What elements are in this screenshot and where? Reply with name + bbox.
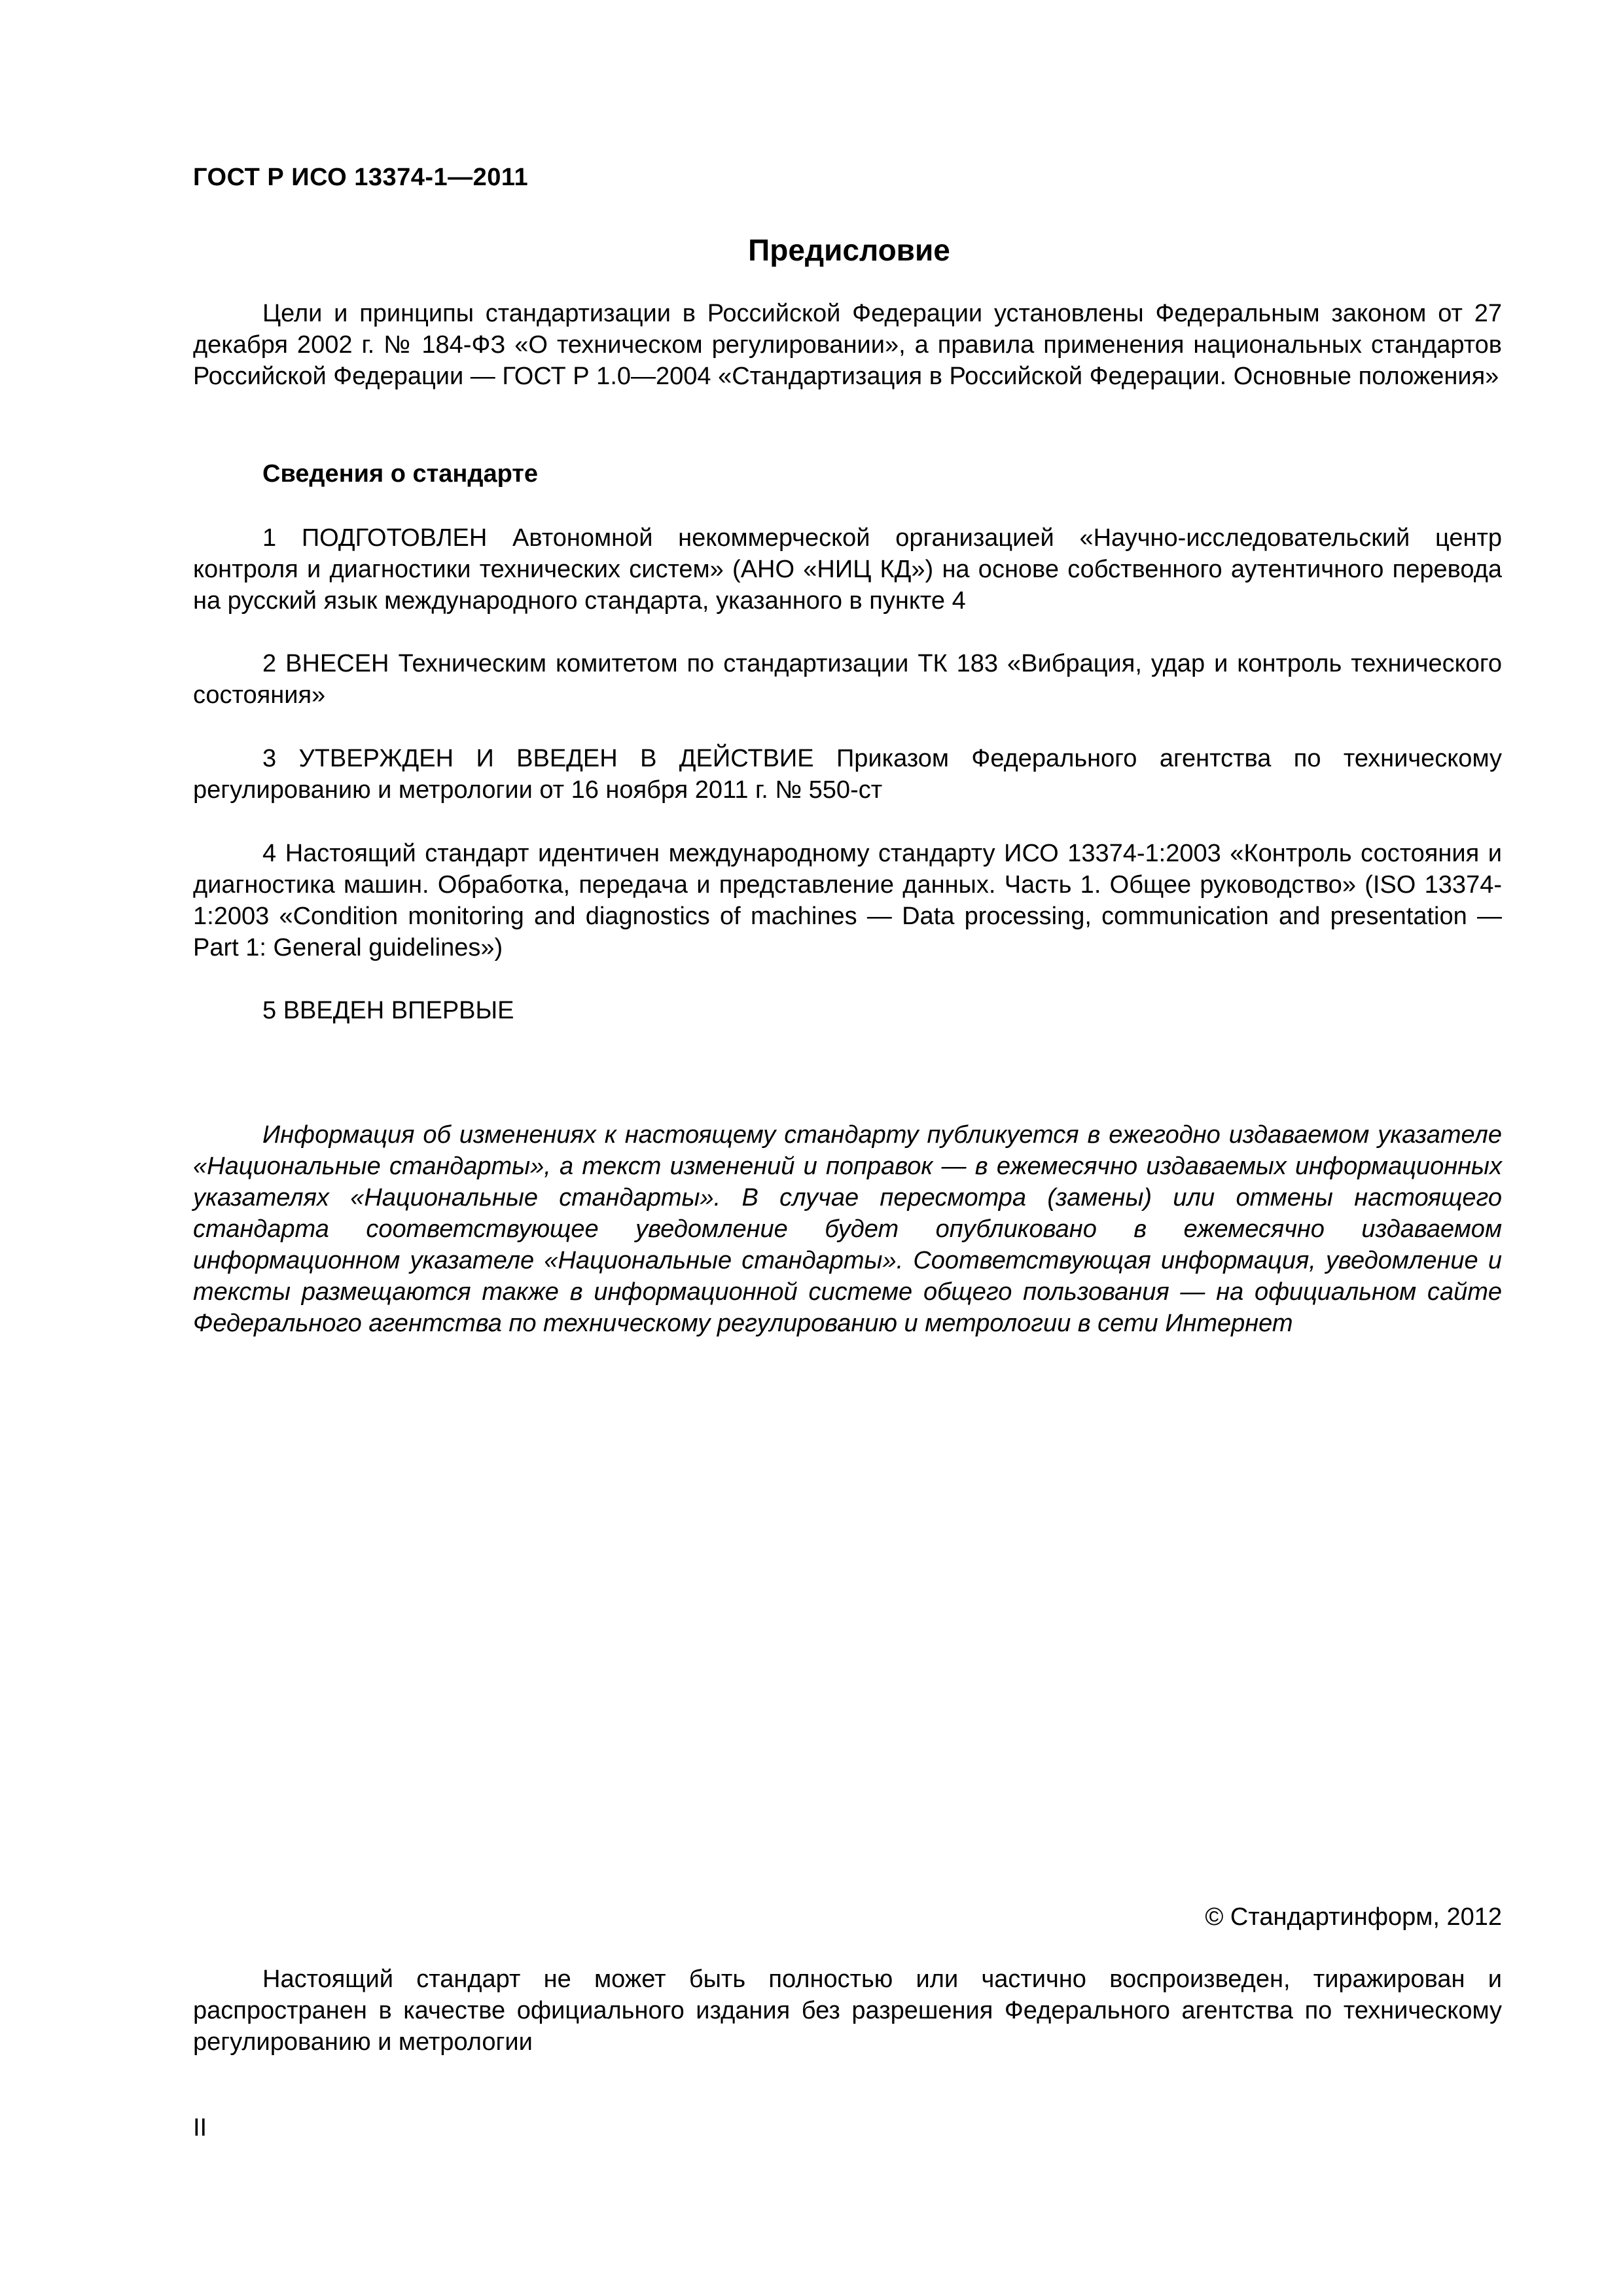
copyright-line: © Стандартинформ, 2012: [1205, 1903, 1502, 1931]
item-5-block: [193, 995, 1502, 1026]
item-2: 2 ВНЕСЕН Техническим комитетом по стандартизации ТК 183 «Вибрация, удар и контроль технического состояния»: [193, 650, 1502, 709]
item-4: 4 Настоящий стандарт идентичен международному стандарту ИСО 13374-1:2003 «Контроль состояния и диагностика машин. Обработка, передача и представление данных. Часть 1. Общее руководство» (ISO 13374-1:2003 «Condition monitoring and diagnostics of machines — Data processing, communication and presentation — Part 1: General guidelines»): [193, 840, 1502, 961]
document-code: ГОСТ Р ИСО 13374-1—2011: [193, 164, 529, 191]
item-5: 5 ВВЕДЕН ВПЕРВЫЕ: [262, 997, 514, 1024]
intro-paragraph: Цели и принципы стандартизации в Российской Федерации установлены Федеральным законом от 27 декабря 2002 г. № 184-ФЗ «О техническом регулировании», а правила применения национальных стандартов Российской Федерации — ГОСТ Р 1.0—2004 «Стандартизация в Российской Федерации. Основные положения»: [193, 300, 1502, 390]
item-3: 3 УТВЕРЖДЕН И ВВЕДЕН В ДЕЙСТВИЕ Приказом Федерального агентства по техническому регулированию и метрологии от 16 ноября 2011 г. № 550-ст: [193, 745, 1502, 804]
intro-paragraph-block: [193, 298, 1502, 392]
item-1-block: [193, 522, 1502, 617]
page-title: Предисловие: [748, 233, 950, 267]
item-1: 1 ПОДГОТОВЛЕН Автономной некоммерческой организацией «Научно-исследовательский центр контроля и диагностики технических систем» (АНО «НИЦ КД») на основе собственного аутентичного перевода на русский язык международного стандарта, указанного в пункте 4: [193, 524, 1502, 615]
info-heading-block: [193, 458, 1502, 490]
item-4-block: [193, 838, 1502, 963]
reproduction-notice: Настоящий стандарт не может быть полностью или частично воспроизведен, тиражирован и распространен в качестве официального издания без разрешения Федерального агентства по техническому регулированию и метрологии: [193, 1965, 1502, 2056]
notice-block: [193, 1119, 1502, 1339]
item-3-block: [193, 743, 1502, 806]
info-heading: Сведения о стандарте: [262, 460, 539, 488]
reproduction-block: [193, 1964, 1502, 2058]
page-number: II: [193, 2114, 207, 2142]
item-2-block: [193, 648, 1502, 711]
amendments-notice: Информация об изменениях к настоящему стандарту публикуется в ежегодно издаваемом указателе «Национальные стандарты», а текст изменений и поправок — в ежемесячно издаваемых информационных указателях «Национальные стандарты». В случае пересмотра (замены) или отмены настоящего стандарта соответствующее уведомление будет опубликовано в ежемесячно издаваемом информационном указателе «Национальные стандарты». Соответствующая информация, уведомление и тексты размещаются также в информационной системе общего пользования — на официальном сайте Федерального агентства по техническому регулированию и метрологии в сети Интернет: [193, 1121, 1502, 1337]
